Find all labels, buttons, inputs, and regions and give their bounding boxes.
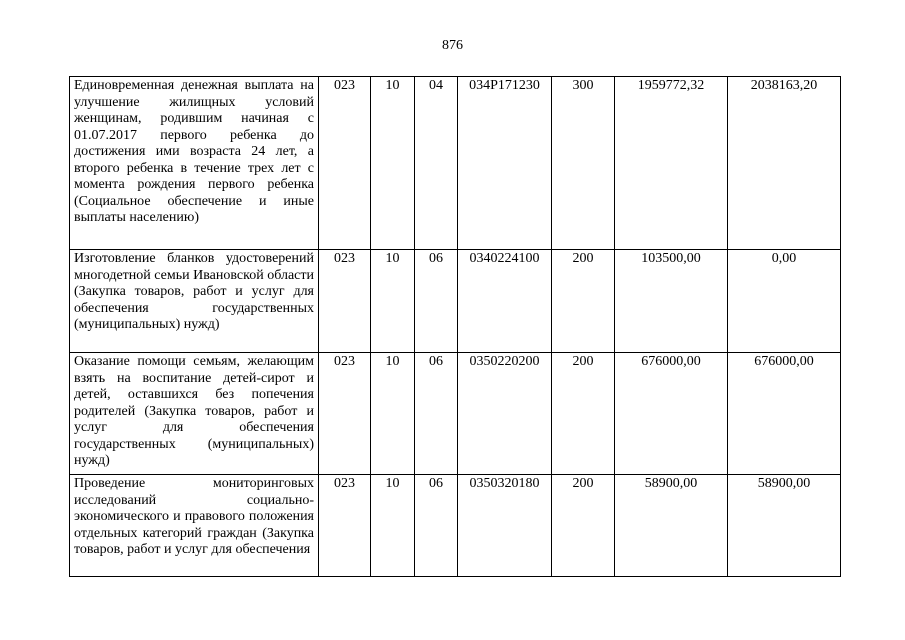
expense-description: Оказание помощи семьям, желающим взять на воспитание детей-сирот и детей, оставшихся без попечения родителей (Закупка товаров, работ и услуг для обеспечения государственных (муниципальных) нужд) [70,353,319,475]
target-article-code: 0350320180 [458,475,552,577]
ministry-code: 023 [319,77,371,250]
expense-type-code: 200 [552,250,615,353]
subsection-code: 04 [415,77,458,250]
section-code: 10 [371,77,415,250]
expense-description: Единовременная денежная выплата на улучшение жилищных условий женщинам, родившим начиная с 01.07.2017 первого ребенка до достижения ими возраста 24 лет, а второго ребенка в течение трех лет с момента рождения первого ребенка (Социальное обеспечение и иные выплаты населению) [70,77,319,250]
amount-year-1: 676000,00 [615,353,728,475]
amount-year-1: 103500,00 [615,250,728,353]
expense-description: Проведение мониторинговых исследований социально-экономического и правового положения отдельных категорий граждан (Закупка товаров, работ и услуг для обеспечения [70,475,319,577]
target-article-code: 034P171230 [458,77,552,250]
table-row [70,353,841,475]
amount-year-2: 0,00 [728,250,841,353]
target-article-code: 0340224100 [458,250,552,353]
amount-year-2: 58900,00 [728,475,841,577]
amount-year-1: 1959772,32 [615,77,728,250]
amount-year-1: 58900,00 [615,475,728,577]
table-row [70,250,841,353]
ministry-code: 023 [319,250,371,353]
section-code: 10 [371,353,415,475]
expense-type-code: 300 [552,77,615,250]
table-row [70,77,841,250]
budget-table [69,76,841,577]
amount-year-2: 2038163,20 [728,77,841,250]
target-article-code: 0350220200 [458,353,552,475]
ministry-code: 023 [319,353,371,475]
section-code: 10 [371,475,415,577]
ministry-code: 023 [319,475,371,577]
subsection-code: 06 [415,353,458,475]
expense-type-code: 200 [552,353,615,475]
expense-type-code: 200 [552,475,615,577]
amount-year-2: 676000,00 [728,353,841,475]
table-row [70,475,841,577]
subsection-code: 06 [415,250,458,353]
expense-description: Изготовление бланков удостоверений многодетной семьи Ивановской области (Закупка товаров, работ и услуг для обеспечения государственных (муниципальных) нужд) [70,250,319,353]
section-code: 10 [371,250,415,353]
page-number: 876 [442,38,463,53]
subsection-code: 06 [415,475,458,577]
